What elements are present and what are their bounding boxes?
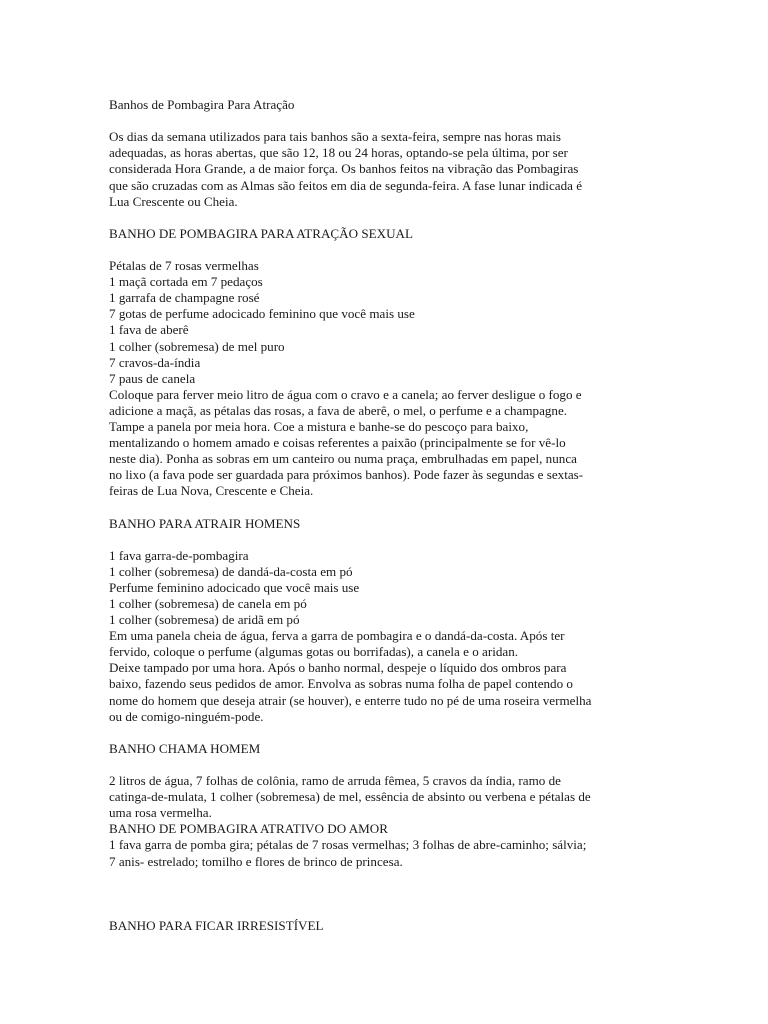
text-line: mentalizando o homem amado e coisas referentes a paixão (principalmente se for vê-lo <box>109 435 566 451</box>
text-line: nome do homem que deseja atrair (se houver), e enterre tudo no pé de uma roseira vermelha <box>109 692 592 708</box>
text-line: no lixo (a fava pode ser guardada para próximos banhos). Pode fazer às segundas e sextas- <box>109 467 584 483</box>
blank-line <box>109 902 669 918</box>
blank-line <box>109 725 669 741</box>
text-line: ou de comigo-ninguém-pode. <box>109 708 264 724</box>
paragraph <box>109 548 669 725</box>
text-line: feiras de Lua Nova, Crescente e Cheia. <box>109 483 314 499</box>
text-line: Deixe tampado por uma hora. Após o banho normal, despeje o líquido dos ombros para <box>109 660 567 676</box>
blank-line <box>109 870 669 886</box>
text-line: 7 cravos-da-índia <box>109 354 201 370</box>
blank-line <box>109 499 669 515</box>
text-line: fervido, coloque o perfume (algumas gotas ou borrifadas), a canela e o aridan. <box>109 644 519 660</box>
text-line: 7 gotas de perfume adocicado feminino que você mais use <box>109 306 415 322</box>
text-line: Coloque para ferver meio litro de água com o cravo e a canela; ao ferver desligue o fogo e <box>109 386 582 402</box>
document-page <box>109 81 669 934</box>
blank-line <box>109 210 669 226</box>
text-line: 2 litros de água, 7 folhas de colônia, ramo de arruda fêmea, 5 cravos da índia, ramo de <box>109 773 561 789</box>
text-line: neste dia). Ponha as sobras em um canteiro ou numa praça, embrulhadas em papel, nunca <box>109 451 577 467</box>
text-line: baixo, fazendo seus pedidos de amor. Envolva as sobras numa folha de papel contendo o <box>109 676 573 692</box>
text-line: 1 fava garra de pomba gira; pétalas de 7 rosas vermelhas; 3 folhas de abre-caminho; sálvia; <box>109 837 587 853</box>
text-line: Em uma panela cheia de água, ferva a garra de pombagira e o dandá-da-costa. Após ter <box>109 628 565 644</box>
text-line: 1 colher (sobremesa) de canela em pó <box>109 596 307 611</box>
paragraph <box>109 837 669 869</box>
text-line: 1 fava de aberê <box>109 322 189 338</box>
text-line: Tampe a panela por meia hora. Coe a mistura e banhe-se do pescoço para baixo, <box>109 418 529 434</box>
text-line: Pétalas de 7 rosas vermelhas <box>109 258 259 274</box>
paragraph <box>109 129 669 209</box>
paragraph <box>109 258 669 499</box>
section-heading: BANHO DE POMBAGIRA PARA ATRAÇÃO SEXUAL <box>109 225 413 241</box>
text-line: adequadas, as horas abertas, que são 12, 18 ou 24 horas, optando-se pela última, por ser <box>109 145 568 161</box>
text-line: adicione a maçã, as pétalas das rosas, a fava de aberê, o mel, o perfume e a champagne. <box>109 402 568 418</box>
blank-line <box>109 242 669 258</box>
section-heading: BANHO PARA ATRAIR HOMENS <box>109 515 301 531</box>
section-heading: BANHO DE POMBAGIRA ATRATIVO DO AMOR <box>109 821 388 837</box>
text-line: 1 maçã cortada em 7 pedaços <box>109 274 263 290</box>
text-line: 7 paus de canela <box>109 370 196 386</box>
section-heading: BANHO PARA FICAR IRRESISTÍVEL <box>109 917 324 933</box>
text-line: considerada Hora Grande, a de maior força. Os banhos feitos na vibração das Pombagiras <box>109 161 579 177</box>
text-line: uma rosa vermelha. <box>109 805 212 821</box>
text-line: 7 anis- estrelado; tomilho e flores de brinco de princesa. <box>109 853 403 869</box>
text-line: 1 colher (sobremesa) de aridã em pó <box>109 612 300 628</box>
text-line: 1 garrafa de champagne rosé <box>109 290 260 306</box>
blank-line <box>109 113 669 129</box>
blank-line <box>109 886 669 902</box>
text-line: 1 fava garra-de-pombagira <box>109 547 249 563</box>
text-line: Lua Crescente ou Cheia. <box>109 193 238 209</box>
text-line: 1 colher (sobremesa) de dandá-da-costa em pó <box>109 563 353 579</box>
section-heading: BANHO CHAMA HOMEM <box>109 740 261 756</box>
text-line: Perfume feminino adocicado que você mais use <box>109 579 360 595</box>
text-line: que são cruzadas com as Almas são feitos em dia de segunda-feira. A fase lunar indicada é <box>109 177 583 193</box>
blank-line <box>109 532 669 548</box>
blank-line <box>109 81 669 97</box>
paragraph <box>109 773 669 821</box>
document-title: Banhos de Pombagira Para Atração <box>109 97 295 113</box>
text-line: 1 colher (sobremesa) de mel puro <box>109 338 285 354</box>
text-line: catinga-de-mulata, 1 colher (sobremesa) de mel, essência de absinto ou verbena e pétalas de <box>109 789 591 805</box>
blank-line <box>109 757 669 773</box>
text-line: Os dias da semana utilizados para tais banhos são a sexta-feira, sempre nas horas mais <box>109 129 561 145</box>
